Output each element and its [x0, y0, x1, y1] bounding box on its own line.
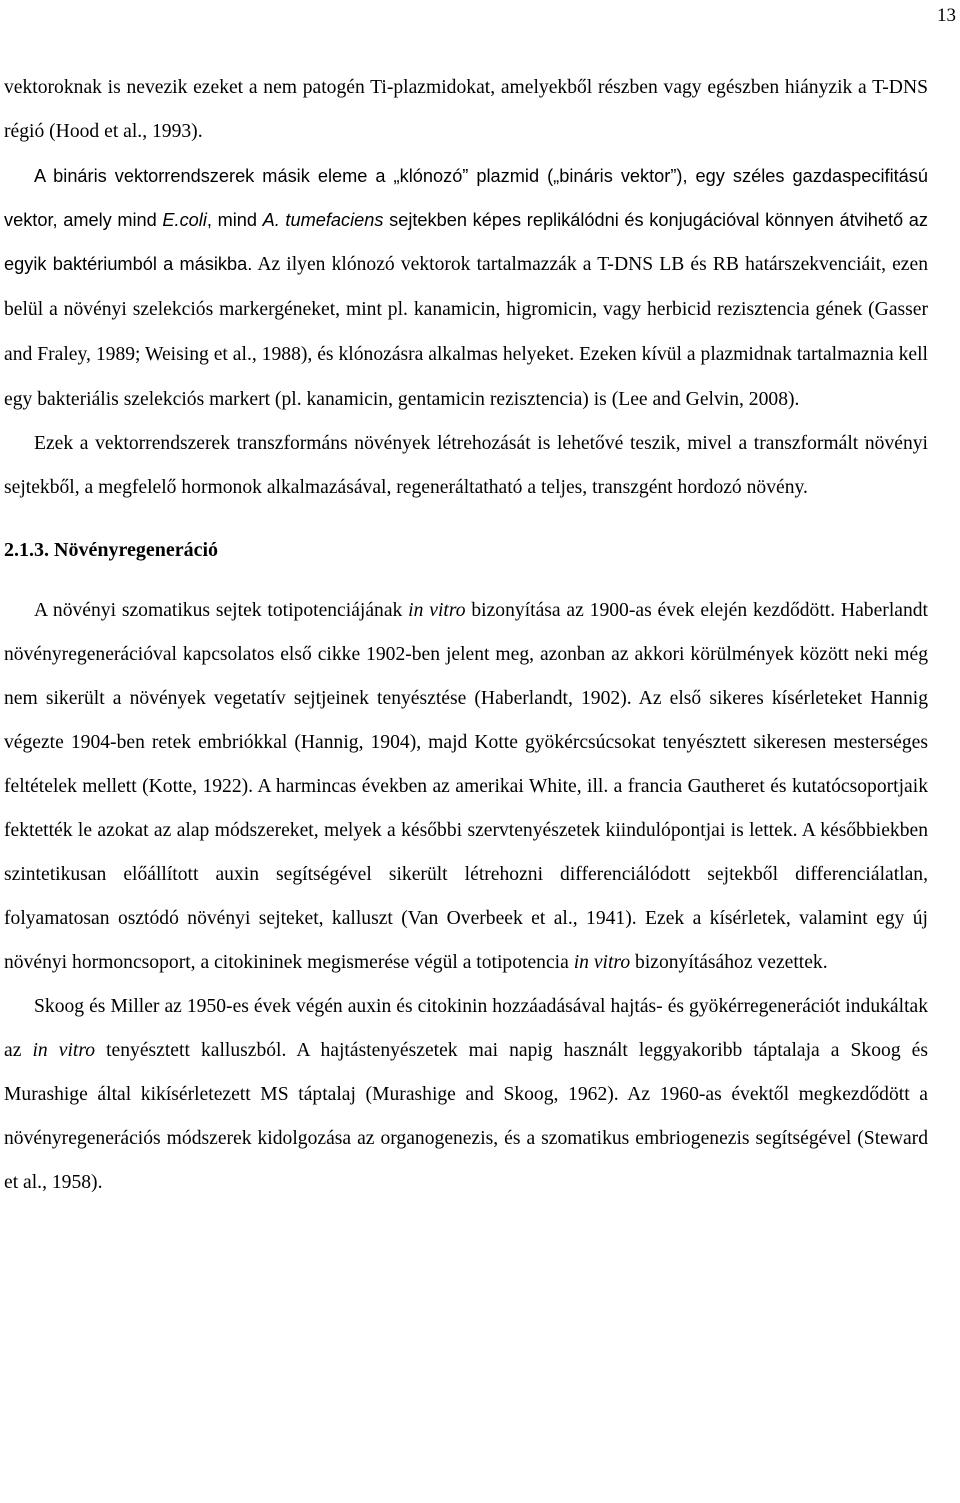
italic-term: in vitro — [408, 600, 466, 621]
paragraph-history — [4, 589, 928, 985]
text-run: A növényi szomatikus sejtek totipotenciájának — [34, 600, 409, 621]
text-run: , mind — [206, 210, 263, 230]
paragraph-intro: vektoroknak is nevezik ezeket a nem patogén Ti-plazmidokat, amelyekből részben vagy egészben hiányzik a T-DNS régió (Hood et al., 1993). — [4, 77, 928, 142]
text-run: bizonyítása az 1900-as évek elején kezdődött. Haberlandt növényregenerációval kapcsolatos első cikke 1902-ben jelent meg, azonban az akkori körülmények között neki még nem sikerült a növények vegetatív sejtjeinek tenyésztése (Haberlandt, 1902). Az első sikeres kísérleteket Hannig végezte 1904-ben retek embriókkal (Hannig, 1904), majd Kotte gyökércsúcsokat tenyésztett sikeresen mesterséges feltételek mellett (Kotte, 1922). A harmincas években az amerikai White, ill. a francia Gautheret és kutatócsoportjaik fektették le azokat az alap módszereket, melyek a későbbi szervtenyészetek kiindulópontjai is lettek. A későbbiekben szintetikusan előállított auxin segítségével sikerült létrehozni differenciálódott sejtekből differenciálatlan, folyamatosan osztódó növényi sejteket, kalluszt (Van Overbeek et al., 1941). Ezek a kísérletek, valamint egy új növényi hormoncsoport, a citokininek megismerése végül a totipotencia — [4, 600, 929, 973]
italic-term: in vitro — [32, 1040, 96, 1061]
italic-term: in vitro — [573, 952, 631, 973]
section-heading: 2.1.3. Növényregeneráció — [4, 539, 219, 561]
text-run: Az ilyen klónozó vektorok tartalmazzák a T-DNS LB és RB határszekvenciáit, ezen belül a növényi szelekciós markergéneket, mint pl. kanamicin, higromicin, vagy herbicid rezisztencia gének (Gasser and Fraley, 1989; Weising et al., 1988), és klónozásra alkalmas helyeket. Ezeken kívül a plazmidnak tartalmaznia kell egy bakteriális szelekciós markert (pl. kanamicin, gentamicin rezisztencia) is (Lee and Gelvin, 2008). — [4, 254, 928, 410]
document-body — [4, 66, 928, 1205]
text-run: tenyésztett kalluszból. A hajtástenyészetek mai napig használt leggyakoribb táptalaja a Skoog és Murashige által kikísérletezett MS táptalaj (Murashige and Skoog, 1962). Az 1960-as évektől megkezdődött a növényregenerációs módszerek kidolgozása az organogenezis, és a szomatikus embriogenezis segítségével (Steward et al., 1958). — [4, 1040, 929, 1193]
paragraph-skoog-miller — [4, 985, 928, 1205]
text-run: bizonyításához vezettek. — [630, 952, 828, 973]
text-run: Skoog és Miller az 1950-es évek végén auxin és citokinin hozzáadásával hajtás- és gyökérregenerációt indukáltak az — [4, 996, 928, 1061]
paragraph-binary-vector — [4, 154, 928, 422]
text-run: A bináris vektorrendszerek másik eleme a „klónozó” plazmid („bináris vektor”), egy széles gazdaspecifitású vektor, amely mind — [4, 166, 928, 230]
italic-species-name: A. tumefaciens — [262, 210, 384, 230]
paragraph-transgenic: Ezek a vektorrendszerek transzformáns növények létrehozását is lehetővé teszik, mivel a transzformált növényi sejtekből, a megfelelő hormonok alkalmazásával, regeneráltatható a teljes, transzgént hordozó növény. — [4, 433, 928, 498]
text-run: sejtekben képes replikálódni és konjugációval könnyen átvihető az egyik baktériumból a másikba. — [4, 210, 929, 274]
italic-species-name: E.coli — [162, 210, 207, 230]
page-number: 13 — [937, 5, 956, 26]
